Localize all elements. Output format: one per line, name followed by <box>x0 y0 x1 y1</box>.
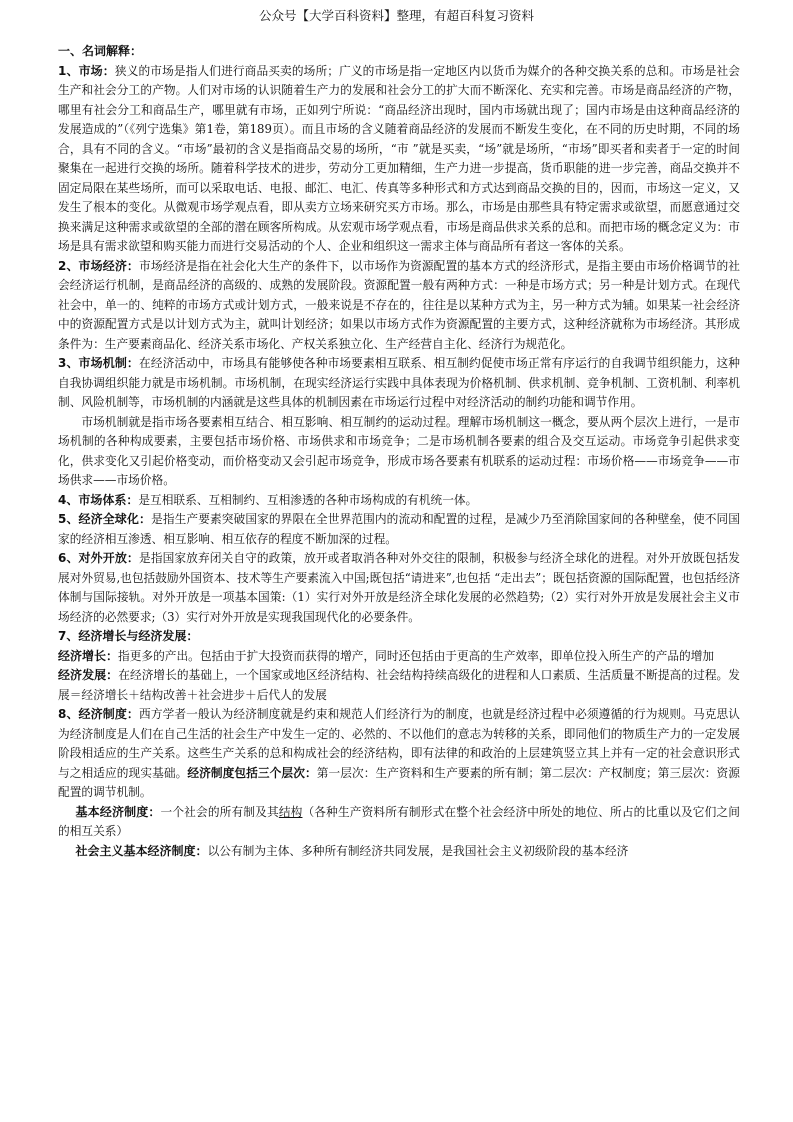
entry-market <box>58 62 740 257</box>
economic-system-levels-heading: 经济制度包括三个层次： <box>187 765 317 780</box>
entry-basic-economic-system <box>58 803 740 842</box>
entry-market-system <box>58 491 740 511</box>
document-body <box>58 42 740 861</box>
term-opening-up: 6、对外开放： <box>58 551 140 565</box>
term-economic-system: 8、经济制度： <box>58 707 140 721</box>
definition-basic-economic-system-underlined: 结构 <box>278 804 303 819</box>
definition-opening-up: 是指国家放弃闭关自守的政策，放开或者取消各种对外交往的限制，积极参与经济全球化的进程。对外开放既包括发展对外贸易,也包括鼓励外国资本、技术等生产要素流入中国;既包括“请进来”,也包括 “走出去”；既包括资源的国际配置，也包括经济体制与国际接轨。对外开放是一项基本国策:（1）实行对外开放是经济全球化发展的必然趋势;（2）实行对外开放是发展社会主义市场经济的必然要求;（3）实行对外开放是实现我国现代化的必要条件。 <box>58 551 740 624</box>
term-market-economy: 2、市场经济： <box>58 258 140 273</box>
term-globalization: 5、经济全球化： <box>58 512 152 526</box>
term-economic-growth: 经济增长： <box>58 648 119 663</box>
definition-economic-system: 西方学者一般认为经济制度就是约束和规范人们经济行为的制度，也就是经济过程中必须遵循的行为规则。马克思认为经济制度是人们在自己生活的社会生产中发生一定的、必然的、不以他们的意志为转移的关系，即同他们的物质生产力的一定发展阶段相适应的生产关系。这些生产关系的总和构成社会的经济结构，即有法律的和政治的上层建筑竖立其上并有一定的社会意识形式与之相适应的现实基础。 <box>58 707 740 780</box>
term-market-system: 4、市场体系： <box>58 492 139 507</box>
definition-market-economy: 市场经济是指在社会化大生产的条件下，以市场作为资源配置的基本方式的经济形式，是指主要由市场价格调节的社会经济运行机制，是商品经济的高级的、成熟的发展阶段。资源配置一般有两种方式：一种是市场方式；另一种是计划方式。在现代社会中，单一的、纯粹的市场方式或计划方式，一般来说是不存在的，往往是以某种方式为主，另一种方式为辅。如果某一社会经济中的资源配置方式是以计划方式为主，就叫计划经济；如果以市场方式作为资源配置的主要方式，这种经济就称为市场经济。其形成条件为：生产要素商品化、经济关系市场化、产权关系独立化、生产经营自主化、经济行为规范化。 <box>58 258 740 351</box>
term-growth-development: 7、经济增长与经济发展： <box>58 629 199 643</box>
entry-socialist-basic-economic-system <box>58 842 740 862</box>
definition-market-system: 是互相联系、互相制约、互相渗透的各种市场构成的有机统一体。 <box>138 492 478 507</box>
definition-globalization: 是指生产要素突破国家的界限在全世界范围内的流动和配置的过程，是减少乃至消除国家间的各种壁垒，使不同国家的经济相互渗透、相互影响、相互依存的程度不断加深的过程。 <box>58 512 740 546</box>
entry-opening-up <box>58 549 740 627</box>
entry-globalization <box>58 510 740 549</box>
market-mechanism-paragraph-2: 市场机制就是指市场各要素相互结合、相互影响、相互制约的运动过程。理解市场机制这一概念，要从两个层次上进行，一是市场机制的各种构成要素，主要包括市场价格、市场供求和市场竞争；二是市场机制各要素的组合及交互运动。市场竞争引起供求变化，供求变化又引起价格变动，而价格变动又会引起市场竞争，形成市场各要素有机联系的运动过程：市场价格——市场竞争——市场供求——市场价格。 <box>58 414 740 487</box>
section-title: 一、名词解释： <box>58 44 143 58</box>
term-socialist-basic-economic-system: 社会主义基本经济制度： <box>75 843 208 858</box>
term-market: 1、市场： <box>58 63 115 78</box>
entry-market-mechanism <box>58 354 740 413</box>
entry-economic-development <box>58 666 740 705</box>
economic-system-levels: 第一层次：生产资料和生产要素的所有制；第二层次：产权制度；第三层次：资源配置的调节机制。 <box>58 765 740 799</box>
entry-market-economy <box>58 257 740 355</box>
page-header: 公众号【大学百科资料】整理，有超百科复习资料 <box>258 8 534 23</box>
term-market-mechanism: 3、市场机制： <box>58 356 140 370</box>
entry-economic-growth <box>58 647 740 667</box>
definition-market-mechanism: 在经济活动中，市场具有能够使各种市场要素相互联系、相互制约促使市场正常有序运行的自我调节组织能力，这种自我协调组织能力就是市场机制。市场机制，在现实经济运行实践中具体表现为价格机制、供求机制、竞争机制、工资机制、利率机制、风险机制等，市场机制的内涵就是这些具体的机制因素在市场运行过程中对经济活动的制约功能和调节作用。 <box>58 356 740 409</box>
term-basic-economic-system: 基本经济制度： <box>75 804 161 819</box>
definition-socialist-basic-economic-system: 以公有制为主体、多种所有制经济共同发展，是我国社会主义初级阶段的基本经济 <box>207 843 629 858</box>
definition-basic-economic-system-a: 一个社会的所有制及其 <box>160 804 279 819</box>
definition-economic-growth: 指更多的产出。包括由于扩大投资而获得的增产，同时还包括由于更高的生产效率，即单位投入所生产的产品的增加 <box>118 648 715 663</box>
term-economic-development: 经济发展： <box>58 668 119 682</box>
definition-economic-development: 在经济增长的基础上，一个国家或地区经济结构、社会结构持续高级化的进程和人口素质、生活质量不断提高的过程。发展＝经济增长＋结构改善＋社会进步＋后代人的发展 <box>58 668 740 702</box>
entry-economic-system <box>58 705 740 803</box>
definition-market: 狭义的市场是指人们进行商品买卖的场所；广义的市场是指一定地区内以货币为媒介的各种交换关系的总和。市场是社会生产和社会分工的产物。人们对市场的认识随着生产力的发展和社会分工的扩大而不断深化、充实和完善。市场是商品经济的产物，哪里有社会分工和商品生产，哪里就有市场，正如列宁所说：“商品经济出现时，国内市场就出现了；国内市场是由这种商品经济的发展造成的”（《列宁选集》第1卷，第189页）。而且市场的含义随着商品经济的发展而不断发生变化，在不同的历史时期，不同的场合，具有不同的含义。“市场”最初的含义是指商品交易的场所，“市 ”就是买卖，“场”就是场所，“市场”即买者和卖者于一定的时间聚集在一起进行交换的场所。随着科学技术的进步，劳动分工更加精细，生产力进一步提高，货币职能的进一步完善，商品交换并不固定局限在某些场所，而可以采取电话、电报、邮汇、电汇、传真等多种形式和方式达到商品交换的目的，因而，市场这一定义，又发生了根本的变化。从微观市场学观点看，即从卖方立场来研究买方市场。那么，市场是由那些具有特定需求或欲望，而愿意通过交换来满足这种需求或欲望的全部的潜在顾客所构成。从宏观市场学观点看，市场是商品供求关系的总和。而把市场的概念定义为：市场是具有需求欲望和购买能力而进行交易活动的个人、企业和组织这一需求主体与商品所有者这一客体的关系。 <box>58 63 740 253</box>
definition-basic-economic-system-b: （各种生产资料所有制形式在整个社会经济中所处的地位、所占的比重以及它们之间的相互关系） <box>58 804 740 838</box>
